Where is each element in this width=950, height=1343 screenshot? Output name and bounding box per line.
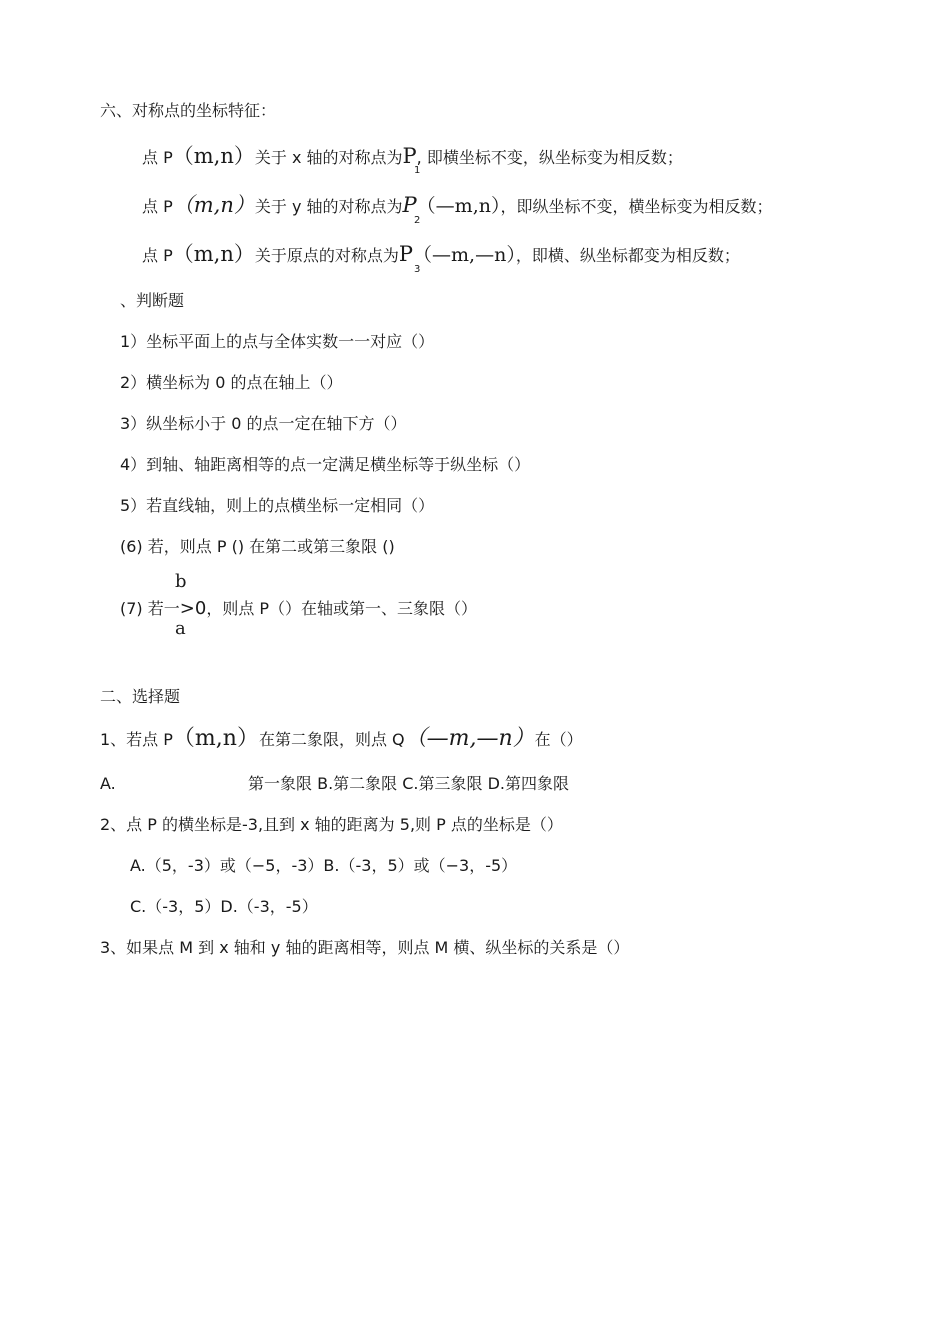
q1-part-c: 在第二象限，则点 Q <box>258 730 405 749</box>
judge-item-4: 4）到轴、轴距离相等的点一定满足横坐标等于纵坐标（） <box>120 455 531 474</box>
p2-symbol: P <box>402 193 417 217</box>
q1-part-e: 在（） <box>534 730 583 749</box>
q1-options: 第一象限 B.第二象限 C.第三象限 D.第四象限 <box>248 774 569 793</box>
choice-heading: 二、选择题 <box>100 687 181 706</box>
coord-neg-m-n: （—m,n） <box>416 195 501 217</box>
point-label: 点 P <box>142 148 173 167</box>
item7-suffix: ，则点 P（）在轴或第一、三象限（） <box>206 599 478 618</box>
q1-option-label-a: A. <box>100 774 116 793</box>
judge-item-6: (6) 若，则点 P () 在第二或第三象限 () <box>120 537 395 556</box>
p3-symbol: P <box>398 242 414 266</box>
judge-item-5: 5）若直线轴，则上的点横坐标一定相同（） <box>120 496 435 515</box>
q1-coord-p: （m,n） <box>172 726 259 751</box>
subscript-1: 1 <box>414 165 421 176</box>
symmetry-x-axis-line <box>142 145 683 169</box>
subscript-2: 2 <box>414 215 421 226</box>
item7-prefix: (7) 若一 <box>120 599 180 618</box>
coord-m-n: （m,n） <box>172 242 255 266</box>
point-label: 点 P <box>142 246 173 265</box>
item7-greater-than-zero: >0 <box>179 598 207 619</box>
explanation: , 即横坐标不变，纵坐标变为相反数； <box>416 148 683 167</box>
coord-m-n: （m,n） <box>172 144 255 168</box>
judge-heading: 、判断题 <box>120 291 185 310</box>
fraction-denominator: a <box>175 618 186 639</box>
point-label: 点 P <box>142 197 173 216</box>
subscript-3: 3 <box>414 264 421 275</box>
judge-item-2: 2）横坐标为 0 的点在轴上（） <box>120 373 343 392</box>
relation-text: 关于原点的对称点为 <box>254 246 399 265</box>
choice-q3: 3、如果点 M 到 x 轴和 y 轴的距离相等，则点 M 横、纵坐标的关系是（） <box>100 938 630 957</box>
judge-item-3: 3）纵坐标小于 0 的点一定在轴下方（） <box>120 414 407 433</box>
section6-heading: 六、对称点的坐标特征： <box>100 101 277 120</box>
explanation: ，即纵坐标不变，横坐标变为相反数； <box>500 197 773 216</box>
relation-text: 关于 x 轴的对称点为 <box>254 148 403 167</box>
coord-m-n: （m,n） <box>172 193 255 217</box>
choice-q2: 2、点 P 的横坐标是-3,且到 x 轴的距离为 5,则 P 点的坐标是（） <box>100 815 563 834</box>
p1-symbol: P <box>402 144 417 168</box>
q2-options-cd: C.（-3，5）D.（-3，-5） <box>130 897 318 916</box>
relation-text: 关于 y 轴的对称点为 <box>254 197 403 216</box>
explanation: ，即横、纵坐标都变为相反数； <box>515 246 740 265</box>
symmetry-origin-line <box>142 243 740 267</box>
q1-part-a: 1、若点 P <box>100 730 173 749</box>
q1-coord-q: （—m,—n） <box>404 726 535 751</box>
fraction-numerator: b <box>175 571 187 592</box>
q2-options-ab: A.（5，-3）或（−5，-3）B.（-3，5）或（−3，-5） <box>130 856 518 875</box>
coord-neg-m-neg-n: （—m,—n） <box>413 244 516 266</box>
symmetry-y-axis-line <box>142 194 772 218</box>
choice-q1 <box>100 728 583 751</box>
judge-item-1: 1）坐标平面上的点与全体实数一一对应（） <box>120 332 435 351</box>
judge-item-7 <box>120 598 477 620</box>
